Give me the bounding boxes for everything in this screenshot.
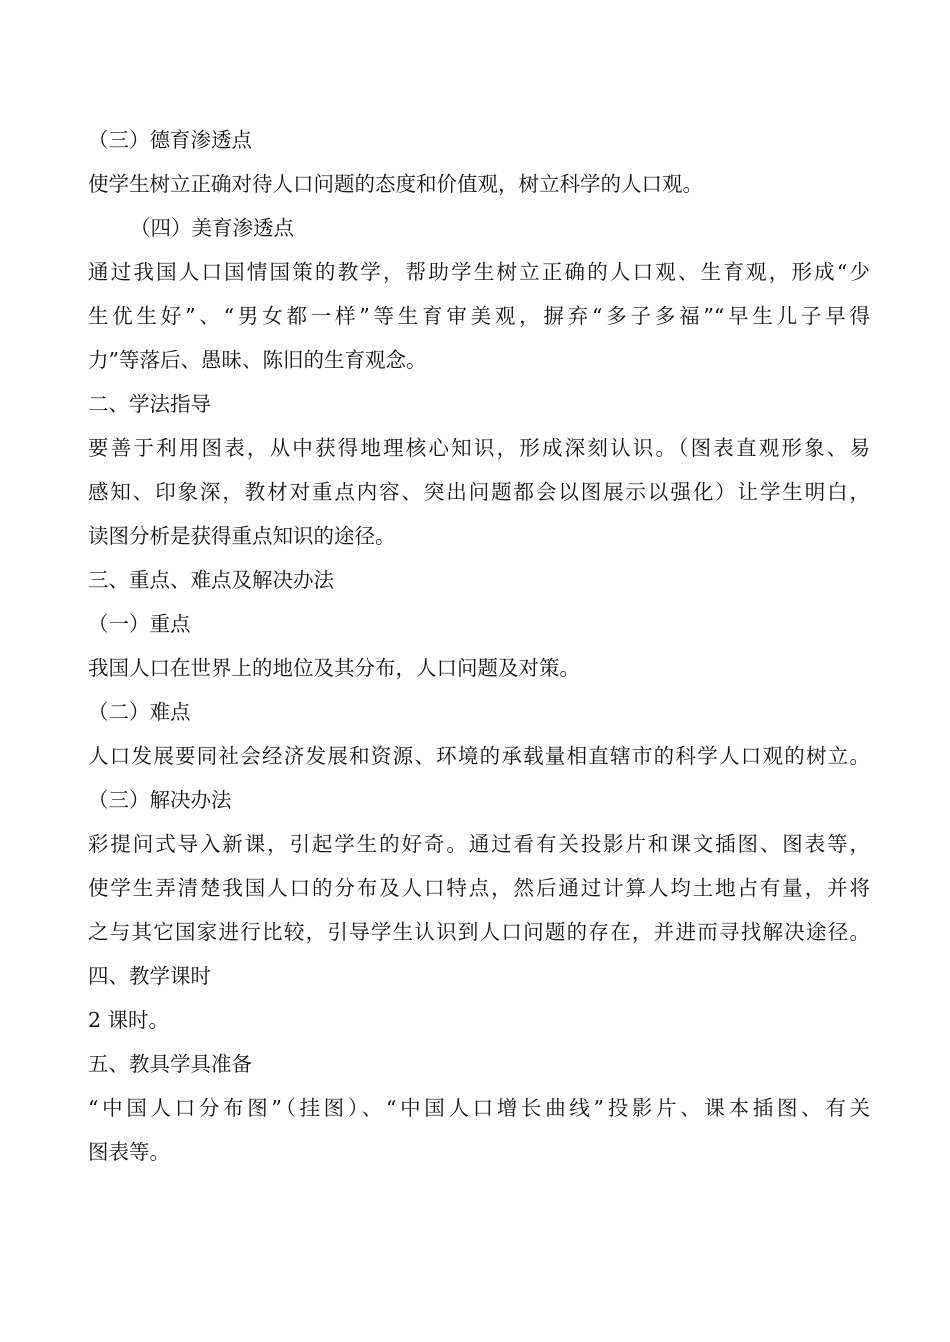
heading-difficulty: （二）难点 (88, 700, 191, 724)
heading-teaching-aids: 五、教具学具准备 (88, 1052, 252, 1076)
heading-focus: （一）重点 (88, 612, 191, 636)
paragraph-study-line-2: 感知、印象深，教材对重点内容、突出问题都会以图展示以强化）让学生明白， (88, 480, 870, 504)
heading-study-method: 二、学法指导 (88, 392, 211, 416)
paragraph-teaching-aids-line-1: “中国人口分布图”（挂图）、“中国人口增长曲线”投影片、课本插图、有关 (88, 1096, 870, 1120)
document-page (88, 118, 870, 1174)
heading-key-points: 三、重点、难点及解决办法 (88, 568, 334, 592)
paragraph-focus: 我国人口在世界上的地位及其分布，人口问题及对策。 (88, 656, 580, 680)
paragraph-difficulty: 人口发展要同社会经济发展和资源、环境的承载量相直辖市的科学人口观的树立。 (88, 744, 870, 768)
heading-aesthetic-education: （四）美育渗透点 (130, 216, 294, 240)
paragraph-aesthetic-line-1: 通过我国人口国情国策的教学，帮助学生树立正确的人口观、生育观，形成“少 (88, 260, 870, 284)
heading-solution: （三）解决办法 (88, 788, 232, 812)
paragraph-solution-line-3: 之与其它国家进行比较，引导学生认识到人口问题的存在，并进而寻找解决途径。 (88, 920, 870, 944)
paragraph-moral-education: 使学生树立正确对待人口问题的态度和价值观，树立科学的人口观。 (88, 172, 703, 196)
paragraph-aesthetic-line-2: 生优生好”、“男女都一样”等生育审美观，摒弃“多子多福”“早生儿子早得 (88, 304, 870, 328)
paragraph-solution-line-1: 彩提问式导入新课，引起学生的好奇。通过看有关投影片和课文插图、图表等， (88, 832, 870, 856)
paragraph-class-hours: 2 课时。 (88, 1008, 170, 1032)
paragraph-study-line-1: 要善于利用图表，从中获得地理核心知识，形成深刻认识。（图表直观形象、易 (88, 436, 870, 460)
heading-class-hours: 四、教学课时 (88, 964, 211, 988)
heading-moral-education: （三）德育渗透点 (88, 128, 252, 152)
paragraph-study-line-3: 读图分析是获得重点知识的途径。 (88, 524, 396, 548)
paragraph-aesthetic-line-3: 力”等落后、愚昧、陈旧的生育观念。 (88, 348, 427, 372)
paragraph-teaching-aids-line-2: 图表等。 (88, 1140, 170, 1164)
paragraph-solution-line-2: 使学生弄清楚我国人口的分布及人口特点，然后通过计算人均土地占有量，并将 (88, 876, 870, 900)
